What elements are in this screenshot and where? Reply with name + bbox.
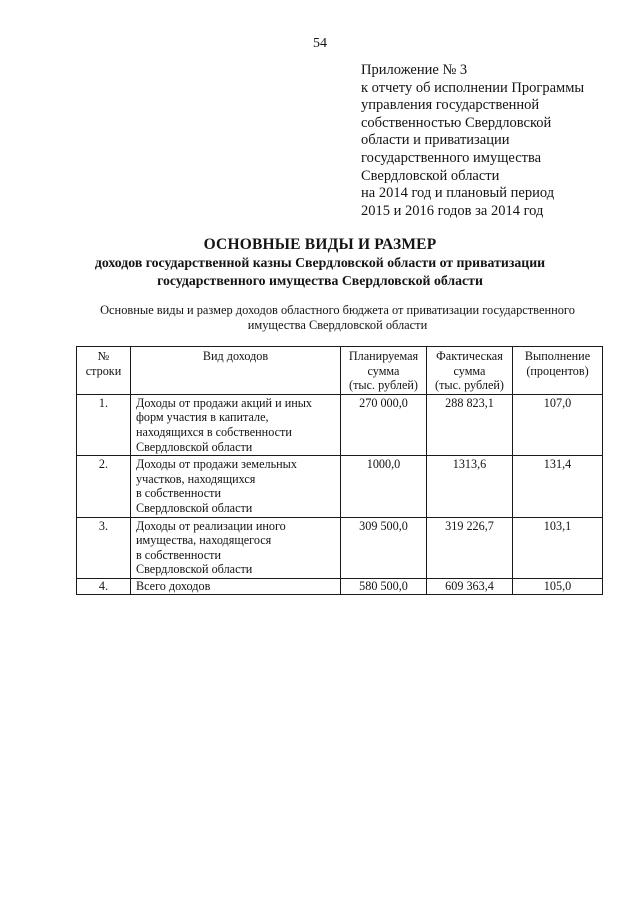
income-type-line: Всего доходов: [136, 578, 211, 593]
title-sub-line: доходов государственной казны Свердловской области от приватизации: [94, 255, 546, 270]
income-type: [131, 394, 341, 455]
title-sub-line: государственного имущества Свердловской области: [157, 273, 483, 288]
income-table: [76, 346, 603, 595]
actual-amount: 609 363,4: [427, 578, 513, 594]
row-number: 2.: [77, 456, 131, 517]
income-type-line: форм участия в капитале,: [136, 410, 269, 425]
execution-percent: 105,0: [513, 578, 603, 594]
header-text: Фактическая: [436, 349, 503, 363]
income-type-line: Свердловской области: [136, 562, 253, 577]
appendix-line: 2015 и 2016 годов за 2014 год: [361, 202, 544, 219]
planned-amount: 270 000,0: [341, 394, 427, 455]
appendix-line: государственного имущества: [361, 149, 542, 166]
row-number: 1.: [77, 394, 131, 455]
header-income-type: [131, 347, 341, 395]
actual-amount: 319 226,7: [427, 517, 513, 578]
header-text: (процентов): [526, 363, 589, 378]
income-type-line: находящихся в собственности: [136, 424, 292, 439]
planned-amount: 580 500,0: [341, 578, 427, 594]
income-type-line: Доходы от реализации иного: [136, 518, 286, 533]
income-type-line: Доходы от продажи земельных: [136, 457, 297, 472]
table-row: [77, 456, 603, 517]
planned-amount: 309 500,0: [341, 517, 427, 578]
table-header-row: [77, 347, 603, 395]
income-type-line: Свердловской области: [136, 500, 253, 515]
header-planned: [341, 347, 427, 395]
table-row: [77, 517, 603, 578]
income-type: [131, 456, 341, 517]
table-row: [77, 394, 603, 455]
income-type-line: участков, находящихся: [136, 471, 256, 486]
actual-amount: 1313,6: [427, 456, 513, 517]
appendix-line: к отчету об исполнении Программы: [361, 79, 585, 96]
income-type-line: в собственности: [136, 486, 222, 501]
page-number: 54: [313, 36, 327, 51]
caption-line: Основные виды и размер доходов областного бюджета от приватизации государственного: [100, 303, 575, 317]
header-text: №: [97, 349, 110, 363]
income-type: [131, 517, 341, 578]
document-title: [0, 235, 640, 290]
planned-amount: 1000,0: [341, 456, 427, 517]
header-text: (тыс. рублей): [435, 378, 504, 393]
appendix-note: [361, 62, 631, 220]
income-type-line: Доходы от продажи акций и иных: [136, 395, 313, 410]
appendix-line: на 2014 год и плановый период: [361, 185, 555, 202]
row-number: 3.: [77, 517, 131, 578]
appendix-line: управления государственной: [361, 97, 540, 114]
row-number: 4.: [77, 578, 131, 594]
header-text: Вид доходов: [202, 349, 269, 363]
header-row-number: [77, 347, 131, 395]
header-text: сумма: [453, 363, 486, 378]
header-text: Выполнение: [524, 349, 591, 363]
execution-percent: 103,1: [513, 517, 603, 578]
header-text: сумма: [367, 363, 400, 378]
income-type-line: имущества, находящегося: [136, 533, 272, 548]
execution-percent: 131,4: [513, 456, 603, 517]
execution-percent: 107,0: [513, 394, 603, 455]
appendix-line: собственностью Свердловской: [361, 114, 552, 131]
appendix-line: Приложение № 3: [361, 62, 468, 78]
income-type-line: Свердловской области: [136, 439, 253, 454]
table-caption: [60, 303, 615, 333]
header-text: (тыс. рублей): [349, 378, 418, 393]
table-total-row: [77, 578, 603, 594]
header-text: Планируемая: [348, 349, 419, 363]
actual-amount: 288 823,1: [427, 394, 513, 455]
title-main: ОСНОВНЫЕ ВИДЫ И РАЗМЕР: [203, 236, 437, 253]
header-execution: [513, 347, 603, 395]
header-text: строки: [85, 363, 122, 378]
caption-line: имущества Свердловской области: [247, 318, 428, 332]
income-type-line: в собственности: [136, 547, 222, 562]
header-actual: [427, 347, 513, 395]
income-type: [131, 578, 341, 594]
appendix-line: Свердловской области: [361, 167, 500, 184]
appendix-line: области и приватизации: [361, 132, 510, 149]
